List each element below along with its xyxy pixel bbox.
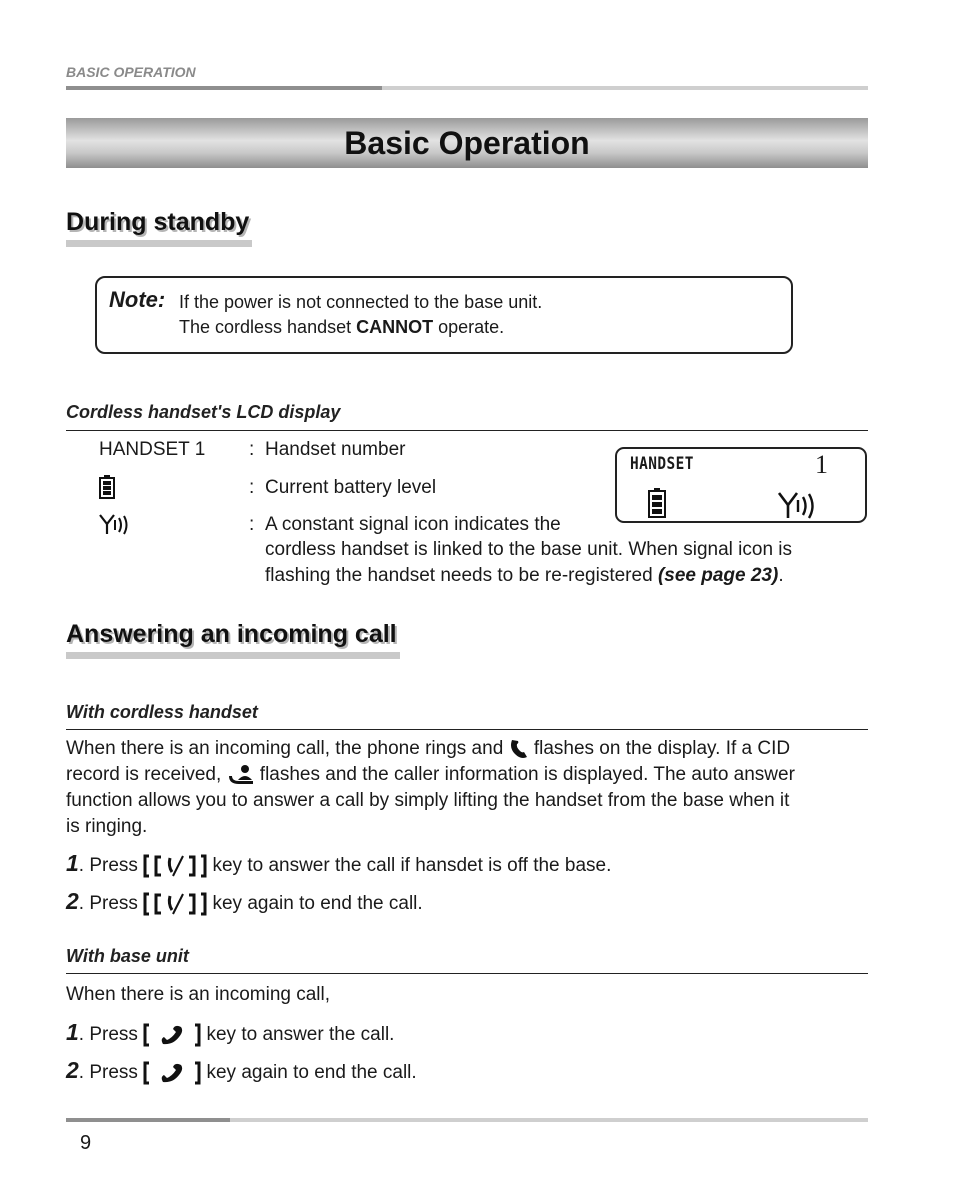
lcd-desc-signal-2: cordless handset is linked to the base unit. When signal icon is xyxy=(265,539,793,560)
subheading-rule xyxy=(66,973,868,974)
handset-step-1: 1. Press key to answer the call if hansdet is off the base. xyxy=(66,850,612,876)
base-subheading: With base unit xyxy=(66,946,189,966)
note-line-2: The cordless handset CANNOT operate. xyxy=(179,317,505,337)
section-heading-answering: Answering an incoming call xyxy=(66,620,400,659)
lcd-subheading: Cordless handset's LCD display xyxy=(66,402,341,422)
base-intro: When there is an incoming call, xyxy=(66,984,331,1005)
handset-para-line-4: is ringing. xyxy=(66,816,148,837)
page-title: Basic Operation xyxy=(344,124,590,161)
lcd-sep: : xyxy=(249,477,255,498)
lcd-desc-signal-1: A constant signal icon indicates the xyxy=(265,514,561,535)
battery-icon xyxy=(99,475,115,499)
page-number: 9 xyxy=(80,1132,92,1154)
running-header: BASIC OPERATION xyxy=(66,64,196,80)
handset-subheading: With cordless handset xyxy=(66,702,258,722)
title-banner xyxy=(66,118,868,168)
base-step-2: 2. Press key again to end the call. xyxy=(66,1057,417,1083)
caller-id-icon xyxy=(227,764,255,785)
lcd-label: HANDSET xyxy=(630,454,694,474)
lcd-sep: : xyxy=(249,439,255,460)
subheading-rule xyxy=(66,729,868,730)
note-emphasis: CANNOT xyxy=(356,317,434,337)
lcd-sep: : xyxy=(249,514,255,535)
talk-key-icon xyxy=(143,893,207,914)
lcd-battery-icon xyxy=(648,488,666,518)
lcd-desc-signal-3: flashing the handset needs to be re-registered (see page 23). xyxy=(265,565,784,586)
header-rule xyxy=(66,86,868,90)
section-heading-standby: During standby xyxy=(66,208,252,247)
handset-para-line-1: When there is an incoming call, the phone rings and flashes on the display. If a CID xyxy=(66,738,791,759)
handset-key-icon xyxy=(143,1062,201,1083)
subheading-rule xyxy=(66,430,868,431)
handset-key-icon xyxy=(143,1024,201,1045)
handset-step-2: 2. Press key again to end the call. xyxy=(66,888,423,914)
footer-rule xyxy=(66,1118,868,1122)
handset-para-line-3: function allows you to answer a call by simply lifting the handset from the base when it xyxy=(66,790,790,811)
lcd-handset-number: 1 xyxy=(815,450,828,479)
lcd-desc-handset-number: Handset number xyxy=(265,439,406,460)
note-label: Note: xyxy=(109,287,166,312)
handset-para-line-2: record is received, flashes and the caller information is displayed. The auto answer xyxy=(66,764,795,785)
base-step-1: 1. Press key to answer the call. xyxy=(66,1019,395,1045)
signal-icon xyxy=(99,512,131,536)
note-line-1: If the power is not connected to the base unit. xyxy=(179,292,543,312)
lcd-term-handset: HANDSET 1 xyxy=(99,439,206,460)
lcd-desc-battery: Current battery level xyxy=(265,477,437,498)
lcd-signal-icon xyxy=(778,490,818,520)
phone-ringing-icon xyxy=(509,738,529,759)
note-box xyxy=(95,276,793,354)
page-reference: (see page 23) xyxy=(657,565,779,586)
talk-key-icon xyxy=(143,855,207,876)
